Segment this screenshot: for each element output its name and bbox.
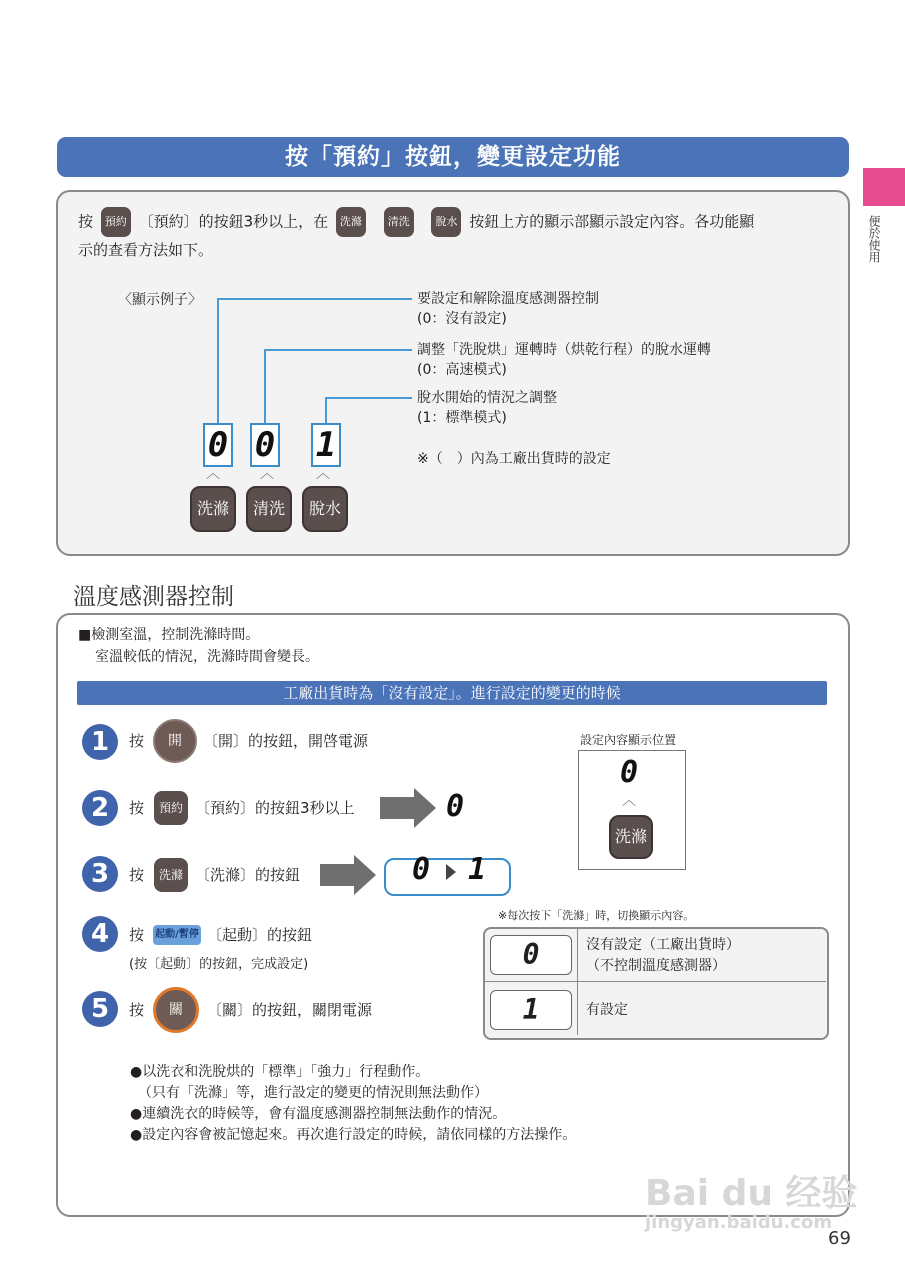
connector-line-1h: [217, 298, 412, 300]
step-4-subtext: (按〔起動〕的按鈕，完成設定): [129, 957, 309, 972]
side-index-label: 便於使用: [867, 215, 881, 263]
step-3-number: 3: [82, 856, 118, 892]
factory-default-note: ※（ ）內為工廠出貨時的設定: [417, 451, 611, 467]
connector-line-3v: [325, 397, 327, 423]
intro-text-display: 按鈕上方的顯示部顯示設定內容。各功能顯: [469, 212, 755, 231]
step-5-text: 〔關〕的按鈕，關閉電源: [207, 1001, 373, 1019]
description-line-1: ■檢測室溫，控制洗滌時間。: [78, 627, 260, 643]
side-index-tab: [863, 168, 905, 206]
step-3-display-from: 0: [412, 852, 431, 887]
wash-button-icon: 洗滌: [190, 486, 236, 532]
annotation-1-title: 要設定和解除溫度感測器控制: [417, 291, 599, 307]
connector-line-3h: [325, 397, 412, 399]
step-1-text: 〔開〕的按鈕，開啓電源: [203, 732, 369, 750]
table-column-divider: [577, 929, 578, 1035]
section-title: 溫度感測器控制: [73, 584, 234, 610]
power-on-button-icon: 開: [153, 719, 197, 763]
wash-button-icon: 洗滌: [336, 207, 366, 237]
annotation-3-title: 脫水開始的情況之調整: [417, 390, 557, 406]
display-position-label: 設定內容顯示位置: [580, 733, 677, 747]
annotation-3-default: (1：標準模式): [417, 410, 507, 426]
step-2-press: 按: [129, 799, 145, 817]
watermark-brand: Bai du 经验: [645, 1173, 858, 1214]
spin-button-icon: 脫水: [302, 486, 348, 532]
note-bullet: （只有「洗滌」等，進行設定的變更的情況則無法動作）: [138, 1085, 488, 1101]
table-divider: [485, 981, 826, 982]
connector-line-2h: [264, 349, 412, 351]
arrow-head-icon: [354, 855, 376, 895]
intro-text-hold: 〔預約〕的按鈕3秒以上，在: [138, 212, 329, 231]
table-row-text: （不控制溫度感測器）: [586, 958, 726, 974]
step-5-press: 按: [129, 1001, 145, 1019]
reserve-button-icon: 預約: [154, 791, 188, 825]
page-number: 69: [828, 1228, 851, 1249]
start-pause-button-icon: 起動/暫停: [153, 925, 201, 945]
annotation-2-title: 調整「洗脫烘」運轉時（烘乾行程）的脫水運轉: [417, 342, 711, 358]
step-4-press: 按: [129, 926, 145, 944]
example-digit-wash: 0: [203, 423, 233, 467]
note-bullet: ●以洗衣和洗脫烘的「標準」「強力」行程動作。: [130, 1064, 430, 1080]
arrow-head-icon: [414, 788, 436, 828]
step-4-number: 4: [82, 916, 118, 952]
step-2-text: 〔預約〕的按鈕3秒以上: [195, 799, 355, 817]
table-row-text: 有設定: [586, 1002, 628, 1018]
procedure-banner: 工廠出貨時為「沒有設定」。進行設定的變更的時候: [77, 681, 827, 705]
intro-line-2: 示的查看方法如下。: [78, 241, 214, 259]
intro-line-1: [78, 207, 754, 237]
intro-text-press: 按: [78, 212, 94, 231]
step-1-number: 1: [82, 724, 118, 760]
table-note: ※每次按下「洗滌」時，切換顯示內容。: [498, 909, 695, 922]
example-digit-rinse: 0: [250, 423, 280, 467]
connector-line-1v: [217, 298, 219, 423]
rinse-button-icon: 清洗: [246, 486, 292, 532]
step-4-text: 〔起動〕的按鈕: [207, 926, 313, 944]
spin-button-icon: 脫水: [431, 207, 461, 237]
step-3-press: 按: [129, 866, 145, 884]
step-2-display-digit: 0: [446, 789, 465, 824]
step-3-text: 〔洗滌〕的按鈕: [195, 866, 301, 884]
step-3-display-to: 1: [468, 852, 487, 887]
table-row-text: 沒有設定（工廠出貨時）: [586, 937, 740, 953]
annotation-1-default: (0：沒有設定): [417, 311, 507, 327]
caret-icon: ︿: [206, 466, 220, 482]
table-row-digit: 1: [490, 990, 572, 1030]
caret-icon: ︿: [260, 466, 274, 482]
example-digit-spin: 1: [311, 423, 341, 467]
note-bullet: ●設定內容會被記憶起來。再次進行設定的時候，請依同樣的方法操作。: [130, 1127, 577, 1143]
display-position-digit: 0: [620, 755, 639, 790]
description-line-2: 室溫較低的情況，洗滌時間會變長。: [95, 649, 319, 665]
caret-icon: ︿: [622, 793, 636, 809]
annotation-2-default: (0：高速模式): [417, 362, 507, 378]
reserve-button-icon: 預約: [101, 207, 131, 237]
connector-line-2v: [264, 349, 266, 423]
step-2-number: 2: [82, 790, 118, 826]
example-label: 〈顯示例子〉: [118, 292, 202, 308]
power-off-button-icon: 關: [153, 987, 199, 1033]
table-row-digit: 0: [490, 935, 572, 975]
page-title-banner: 按「預約」按鈕，變更設定功能: [57, 137, 849, 177]
caret-icon: ︿: [316, 466, 330, 482]
arrow-right-icon: [320, 864, 354, 886]
wash-button-icon: 洗滌: [609, 815, 653, 859]
watermark-url: jingyan.baidu.com: [645, 1212, 833, 1233]
step-1-press: 按: [129, 732, 145, 750]
arrow-right-icon: [380, 797, 414, 819]
rinse-button-icon: 清洗: [384, 207, 414, 237]
step-5-number: 5: [82, 991, 118, 1027]
wash-button-icon: 洗滌: [154, 858, 188, 892]
note-bullet: ●連續洗衣的時候等，會有溫度感測器控制無法動作的情況。: [130, 1106, 507, 1122]
play-triangle-icon: [446, 864, 456, 880]
